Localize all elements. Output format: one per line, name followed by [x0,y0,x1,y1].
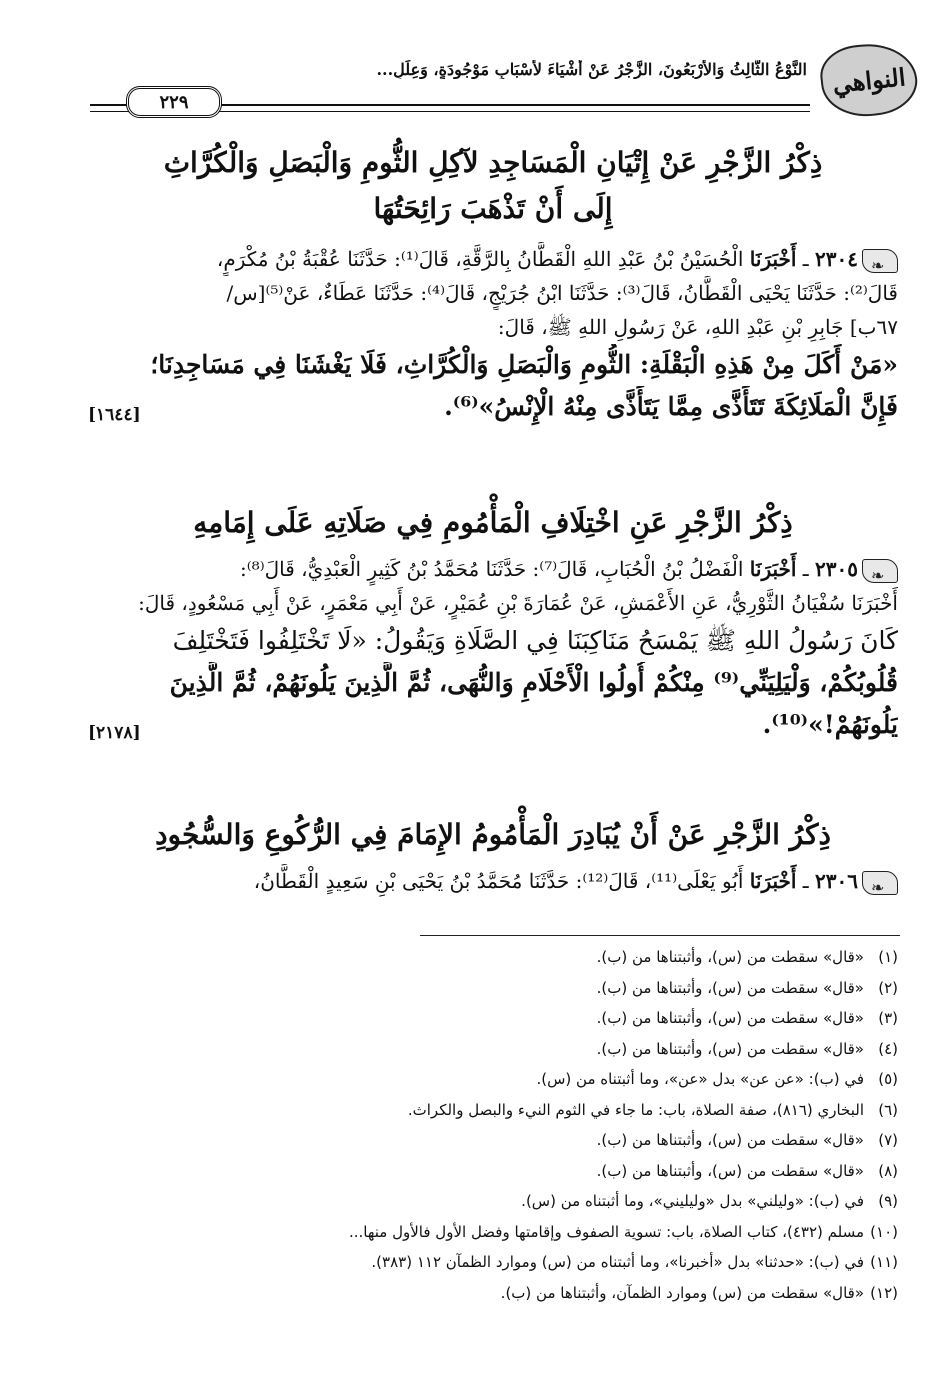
matn-text: يَلُونَهُمْ!»⁽¹⁰⁾. [762,710,898,739]
isnad-text: الْفَضْلُ بْنُ الْحُبَابِ، قَالَ⁽⁷⁾: حَدَّثَنَا مُحَمَّدُ بْنُ كَثِيرٍ الْعَبْدِيُّ، قَالَ⁽⁸⁾: [240,557,744,581]
hadith-2305-matn-line-3 [88,704,898,754]
section-1 [88,140,898,436]
footnote-number: (١) [878,948,898,966]
hadith-ornament-icon [862,249,898,273]
hadith-2304-isnad-line-2: قَالَ⁽²⁾: حَدَّثَنَا يَحْيَى الْقَطَّانُ، قَالَ⁽³⁾: حَدَّثَنَا ابْنُ جُرَيْجٍ، قَالَ⁽⁴⁾: حَدَّثَنَا عَطَاءٌ، عَنْ⁽⁵⁾[س/ [226,281,898,305]
footnote [88,1278,898,1309]
footnote-text: «قال» سقطت من (س)، وأثبتناها من (ب). [596,1161,864,1180]
section-2-title: ذِكْرُ الزَّجْرِ عَنِ اخْتِلَافِ الْمَأْمُومِ فِي صَلَاتِهِ عَلَى إِمَامِهِ [193,506,793,539]
footnote-text: «قال» سقطت من (س)، وأثبتناها من (ب). [596,978,864,997]
hadith-number: ٢٣٠٤ [815,247,858,271]
footnote [88,942,898,973]
running-header [90,40,905,115]
hadith-2305-matn-line-2: قُلُوبُكُمْ، وَلْيَلِيَنِّي⁽⁹⁾ مِنْكُمْ أُولُوا الْأَحْلَامِ وَالنُّهَى، ثُمَّ الَّذِينَ يَلُونَهُمْ، ثُمَّ الَّذِينَ [169,668,898,697]
footnote-text: في (ب): «حدثنا» بدل «أخبرنا»، وما أثبتناه من (س) وموارد الظمآن ١١٢ (٣٨٣). [371,1253,864,1271]
footnote [88,1003,898,1034]
hadith-2304-matn-line-1: «مَنْ أَكَلَ مِنْ هَذِهِ الْبَقْلَةِ: الثُّومِ وَالْبَصَلِ وَالْكُرَّاثِ، فَلَا يَغْشَنَا فِي مَسَاجِدِنَا؛ [150,350,898,379]
footnote [88,1034,898,1065]
running-title: النَّوْعُ الثَّالِثُ وَالأَرْبَعُونَ، الزَّجْرُ عَنْ أَشْيَاءَ لأَسْبَابٍ مَوْجُودَةٍ، وَعِلَلٍ... [376,60,807,79]
footnote-number: (٦) [878,1100,898,1119]
footnote [88,1125,898,1156]
hadith-number: ٢٣٠٦ [815,869,858,893]
reference-number: [٢١٧٨] [88,723,141,743]
hadith-2305-matn-line-1: كَانَ رَسُولُ اللهِ ﷺ يَمْسَحُ مَنَاكِبَنَا فِي الصَّلَاةِ وَيَقُولُ: «لَا تَخْتَلِفُوا فَتَخْتَلِفَ [172,626,898,655]
footnote-number: (١١) [870,1253,898,1271]
footnote [88,973,898,1004]
chapter-badge: النواهي [817,39,920,121]
hadith-2304-matn-line-2 [88,386,898,436]
footnote-number: (٩) [878,1192,898,1210]
isnad-text: أَبُو يَعْلَى⁽¹¹⁾، قَالَ⁽¹²⁾: حَدَّثَنَا مُحَمَّدُ بْنُ يَحْيَى بْنِ سَعِيدٍ الْقَطَّانُ، [253,869,744,893]
footnote-text: في (ب): «وليلني» بدل «وليليني»، وما أثبتناه من (س). [521,1192,864,1210]
footnote-text: البخاري (٨١٦)، صفة الصلاة، باب: ما جاء في الثوم النيء والبصل والكراث. [407,1100,864,1119]
footnote-number: (٥) [878,1070,898,1088]
hadith-ornament-icon [862,871,898,895]
section-2 [88,500,898,754]
footnote [88,1095,898,1126]
footnote-number: (١٢) [870,1283,898,1302]
footnote-number: (٧) [878,1131,898,1149]
section-3 [88,812,898,898]
hadith-ornament-icon [862,559,898,583]
hadith-2304-isnad-line-3: ٦٧ب] جَابِرِ بْنِ عَبْدِ اللهِ، عَنْ رَسُولِ اللهِ ﷺ، قَالَ: [497,315,898,339]
footnote [88,1247,898,1278]
footnote-text: «قال» سقطت من (س)، وأثبتناها من (ب). [596,1131,864,1149]
footnote-text: «قال» سقطت من (س)، وأثبتناها من (ب). [596,1009,864,1027]
footnote-text: «قال» سقطت من (س)، وأثبتناها من (ب). [596,948,864,966]
matn-text: فَإِنَّ الْمَلَائِكَةَ تَتَأَذَّى مِمَّا يَتَأَذَّى مِنْهُ الْإِنْسُ»⁽⁶⁾. [444,392,898,421]
footnotes [88,942,898,1308]
akhbarana-label: أَخْبَرَنَا [749,247,797,271]
reference-number: [١٦٤٤] [88,405,141,425]
footnote-text: مسلم (٤٣٢)، كتاب الصلاة، باب: تسوية الصفوف وإقامتها وفضل الأول فالأول منها... [348,1222,864,1241]
footnote-number: (٣) [878,1009,898,1027]
hadith-2306-isnad-line-1: ❧٢٣٠٦ ـ أَخْبَرَنَا أَبُو يَعْلَى⁽¹¹⁾، قَالَ⁽¹²⁾: حَدَّثَنَا مُحَمَّدُ بْنُ يَحْيَى بْنِ سَعِيدٍ الْقَطَّانُ، [88,864,898,898]
footnote-number: (١٠) [870,1222,898,1241]
akhbarana-label: أَخْبَرَنَا [749,557,797,581]
hadith-number: ٢٣٠٥ [815,557,858,581]
footnote [88,1186,898,1217]
footnote [88,1217,898,1248]
section-1-title-line-1: ذِكْرُ الزَّجْرِ عَنْ إِتْيَانِ الْمَسَاجِدِ لآكِلِ الثُّومِ وَالْبَصَلِ وَالْكُرَّاثِ [163,146,823,179]
footnote-number: (٨) [878,1161,898,1180]
footnote-text: «قال» سقطت من (س) وموارد الظمآن، وأثبتناها من (ب). [500,1283,864,1302]
footnote [88,1064,898,1095]
footnote-text: في (ب): «عن عن» بدل «عن»، وما أثبتناه من (س). [536,1070,864,1088]
page-number: ٢٢٩ [126,86,222,118]
footnote-text: «قال» سقطت من (س)، وأثبتناها من (ب). [596,1039,864,1058]
hadith-2305-isnad-line-2: أَخْبَرَنَا سُفْيَانُ الثَّوْرِيُّ، عَنِ الأَعْمَشِ، عَنْ عُمَارَةَ بْنِ عُمَيْرٍ، عَنْ أَبِي مَعْمَرٍ، عَنْ أَبِي مَسْعُودٍ، قَالَ: [138,591,898,615]
section-1-title-line-2: إِلَى أَنْ تَذْهَبَ رَائِحَتُهَا [373,192,613,225]
footnote-number: (٤) [878,1039,898,1058]
hadith-2304-isnad-line-1: ❧٢٣٠٤ ـ أَخْبَرَنَا الْحُسَيْنُ بْنُ عَبْدِ اللهِ الْقَطَّانُ بِالرَّقَّةِ، قَالَ⁽¹⁾: حَدَّثَنَا عُقْبَةُ بْنُ مُكْرَمٍ، [88,242,898,276]
hadith-2305-isnad-line-1: ❧٢٣٠٥ ـ أَخْبَرَنَا الْفَضْلُ بْنُ الْحُبَابِ، قَالَ⁽⁷⁾: حَدَّثَنَا مُحَمَّدُ بْنُ كَثِيرٍ الْعَبْدِيُّ، قَالَ⁽⁸⁾: [88,552,898,586]
isnad-text: الْحُسَيْنُ بْنُ عَبْدِ اللهِ الْقَطَّانُ بِالرَّقَّةِ، قَالَ⁽¹⁾: حَدَّثَنَا عُقْبَةُ بْنُ مُكْرَمٍ، [216,247,744,271]
footnote-separator [420,935,900,936]
akhbarana-label: أَخْبَرَنَا [749,869,797,893]
section-3-title: ذِكْرُ الزَّجْرِ عَنْ أَنْ يُبَادِرَ الْمَأْمُومُ الإِمَامَ فِي الرُّكُوعِ وَالسُّجُودِ [155,818,831,851]
footnote [88,1156,898,1187]
footnote-number: (٢) [878,978,898,997]
